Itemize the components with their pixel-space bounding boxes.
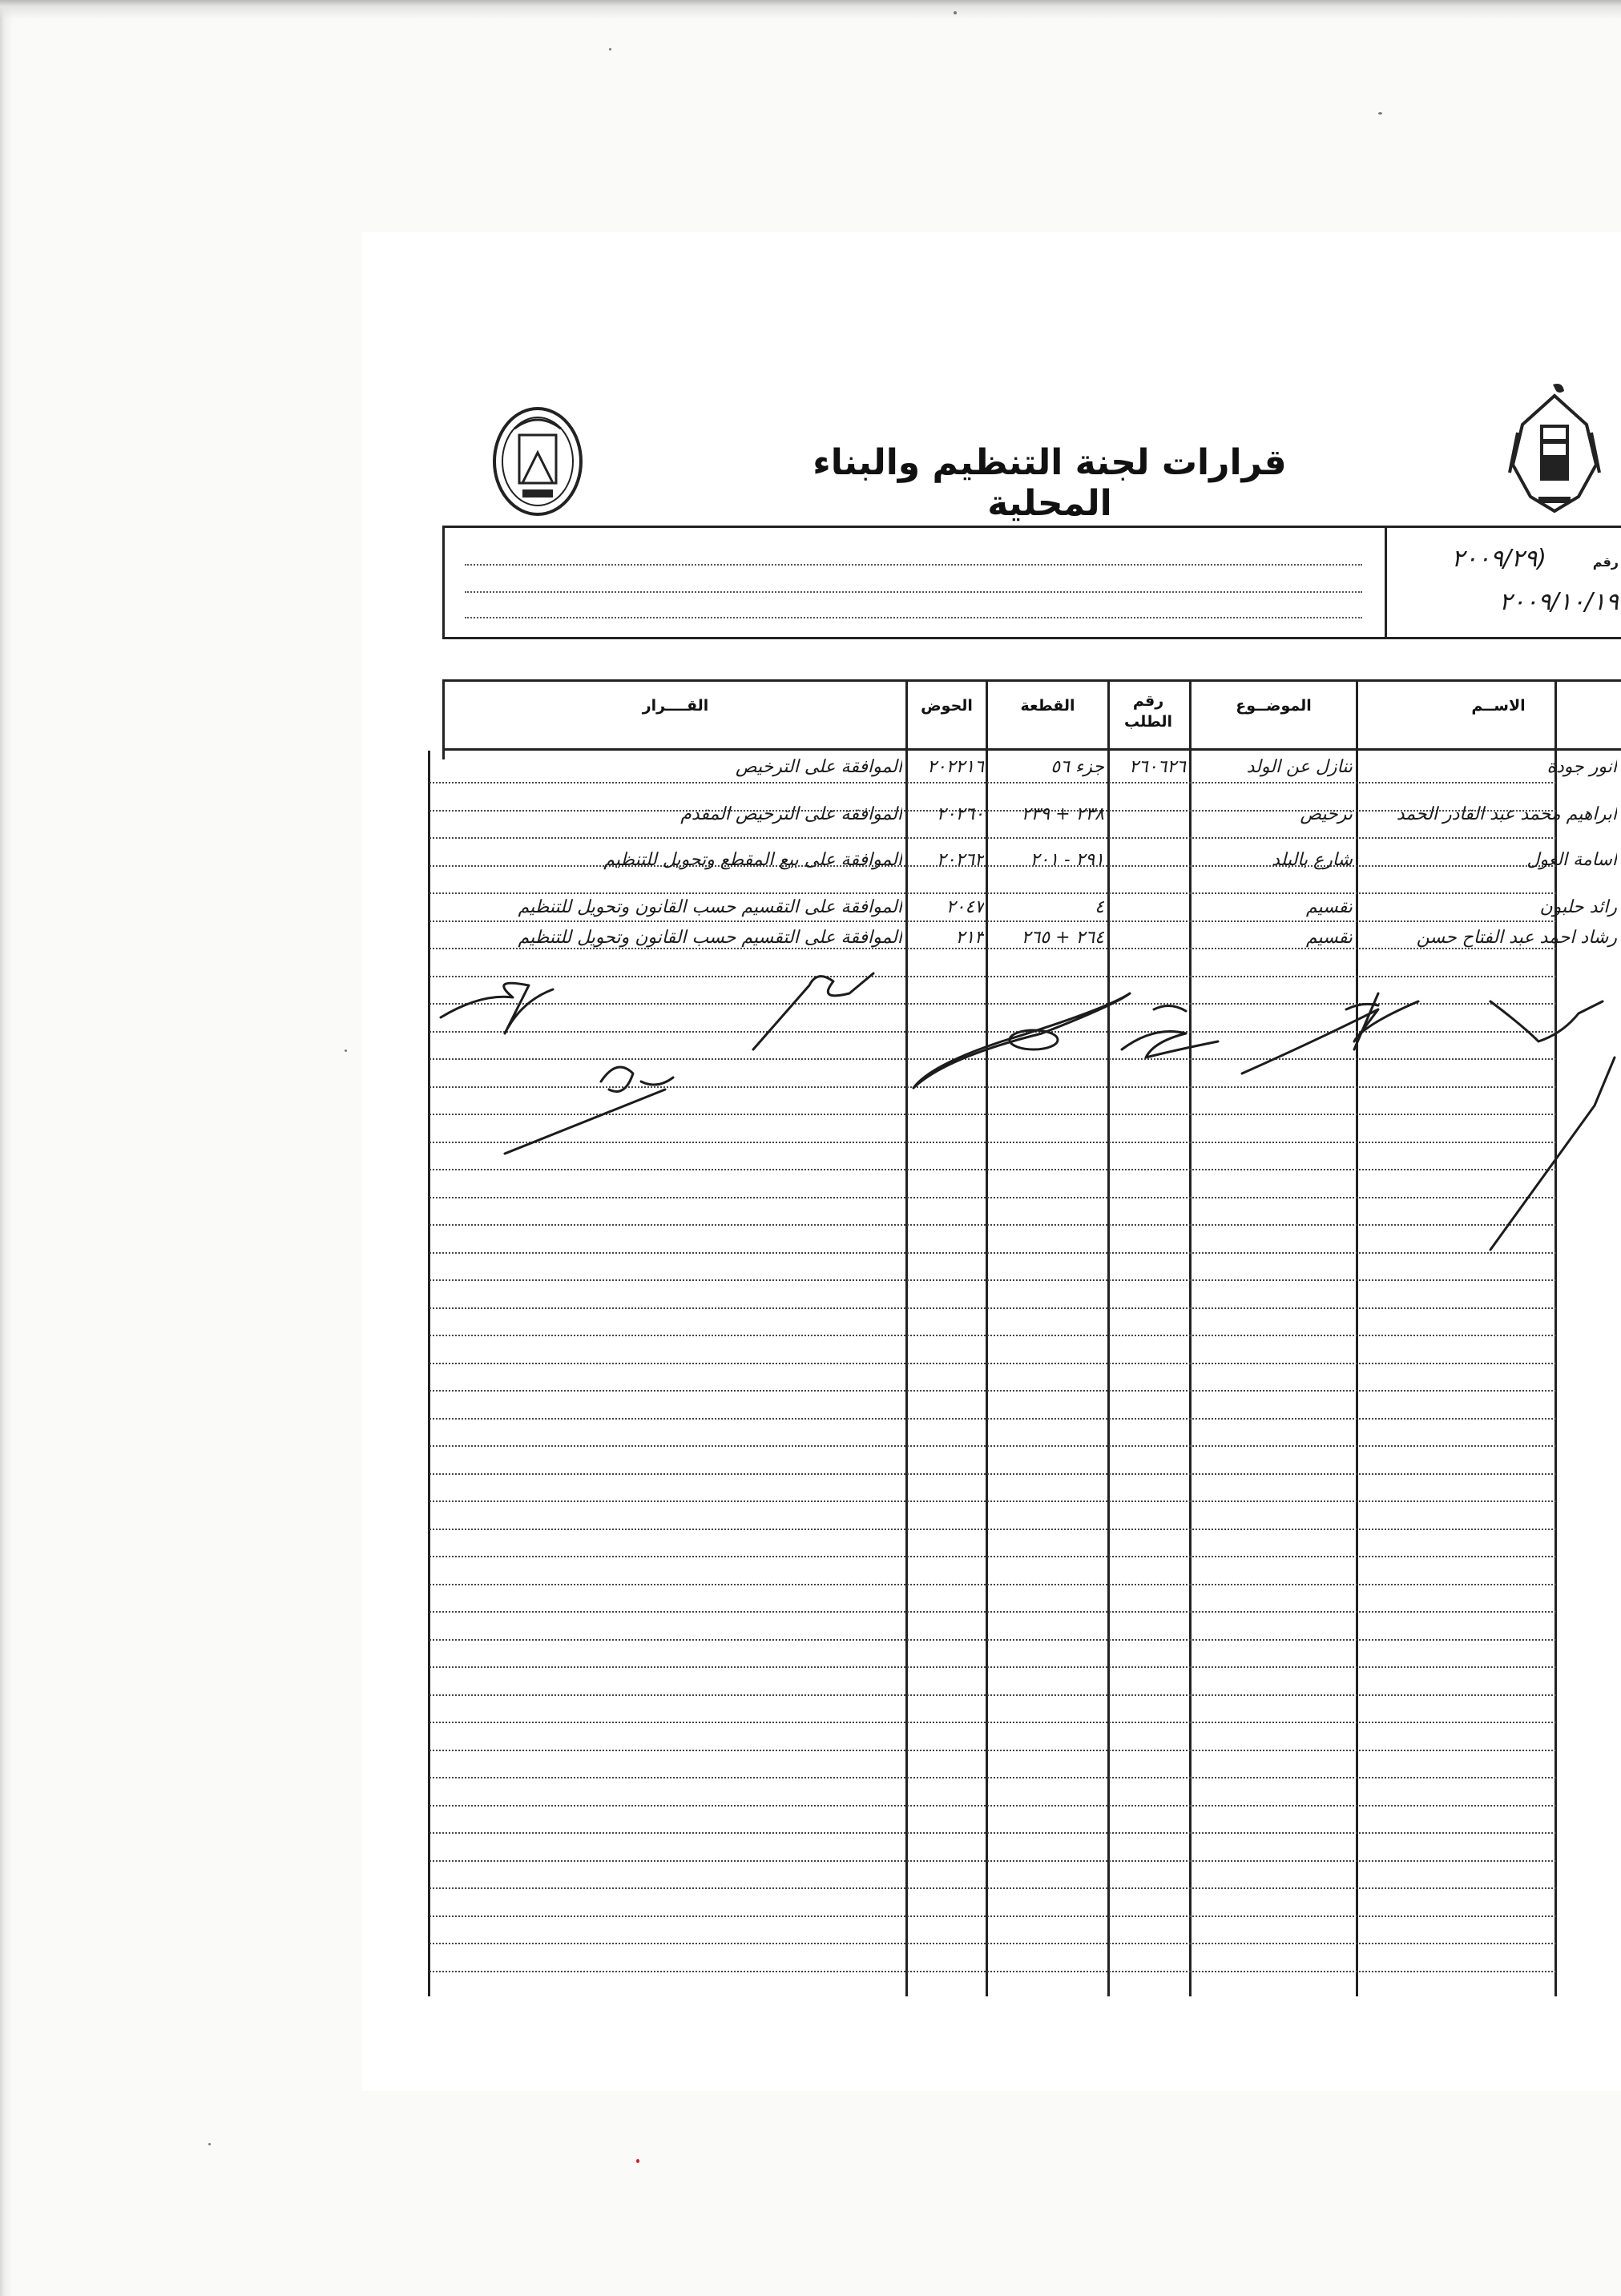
signature-4 [1122,1005,1218,1057]
signature-8 [601,1067,673,1092]
signature-9 [505,1090,665,1154]
column-header-subject: الموضــوع [1236,697,1312,715]
signature-3 [913,993,1130,1088]
reference-date: ٢٠٠٩/١٠/١٩ [1498,588,1619,616]
signature-6 [1346,993,1378,1049]
cell-decision: الموافقة على الترخيص [736,757,902,777]
cell-decision: الموافقة على الترخيص المقدم [680,804,902,824]
cell-name: ابراهيم محمد عبد القادر الحمد [1396,804,1617,824]
cell-basin: ٢٠٢٢١٦ [927,757,984,777]
cell-plot: جزء ٥٦ [1050,757,1104,777]
signature-10 [1490,1057,1615,1250]
cell-name: انور جودة [1546,757,1617,777]
cell-basin: ٢٠٤٧ [946,897,984,917]
cell-plot: ٢٣٨ + ٢٣٩ [1021,804,1104,824]
cell-subject: تقسيم [1305,928,1353,948]
column-header-basin: الحوض [921,697,973,715]
cell-subject: ترخيص [1300,804,1353,824]
column-header-name: الاســم [1471,697,1526,715]
signature-1 [441,983,553,1033]
cell-name: اسامة الغول [1526,850,1617,870]
cell-decision: الموافقة على التقسيم حسب القانون وتحويل للتنظيم [518,928,902,948]
cell-name: رشاد احمد عبد الفتاح حسن [1416,928,1617,948]
cell-request-no: ٢٦٠٦٢٦ [1129,757,1186,777]
cell-plot: ٤ [1095,897,1104,917]
cell-subject: تقسيم [1305,897,1353,917]
cell-basin: ٢١٣ [955,928,984,948]
signature-5 [1242,1001,1418,1073]
signature-2 [753,973,873,1049]
column-header-request-no: رقم الطلب [1123,692,1173,731]
cell-plot: ٢٩١ - ٢٠١ [1030,850,1104,870]
cell-decision: الموافقة على التقسيم حسب القانون وتحويل للتنظيم [518,897,902,917]
cell-name: رائد حلبون [1539,897,1617,917]
cell-basin: ٢٠٢٦٢ [936,850,984,870]
signature-7 [1490,1001,1603,1041]
cell-subject: شارع بالبلد [1272,850,1353,870]
reference-label: رقم [1592,554,1619,570]
cell-subject: تنازل عن الولد [1246,757,1353,777]
page-title: قرارات لجنة التنظيم والبناء المحلية [813,442,1287,524]
cell-basin: ٢٠٢٦٠ [936,804,984,824]
column-header-decision: القــــرار [642,697,709,715]
cell-decision: الموافقة على بيع المقطع وتحويل للتنظيم [603,850,902,870]
reference-number: (٢٠٠٩/٢٩ [1451,545,1546,573]
column-header-plot: القطعة [1020,697,1075,715]
cell-plot: ٢٦٤ + ٢٦٥ [1021,928,1104,948]
